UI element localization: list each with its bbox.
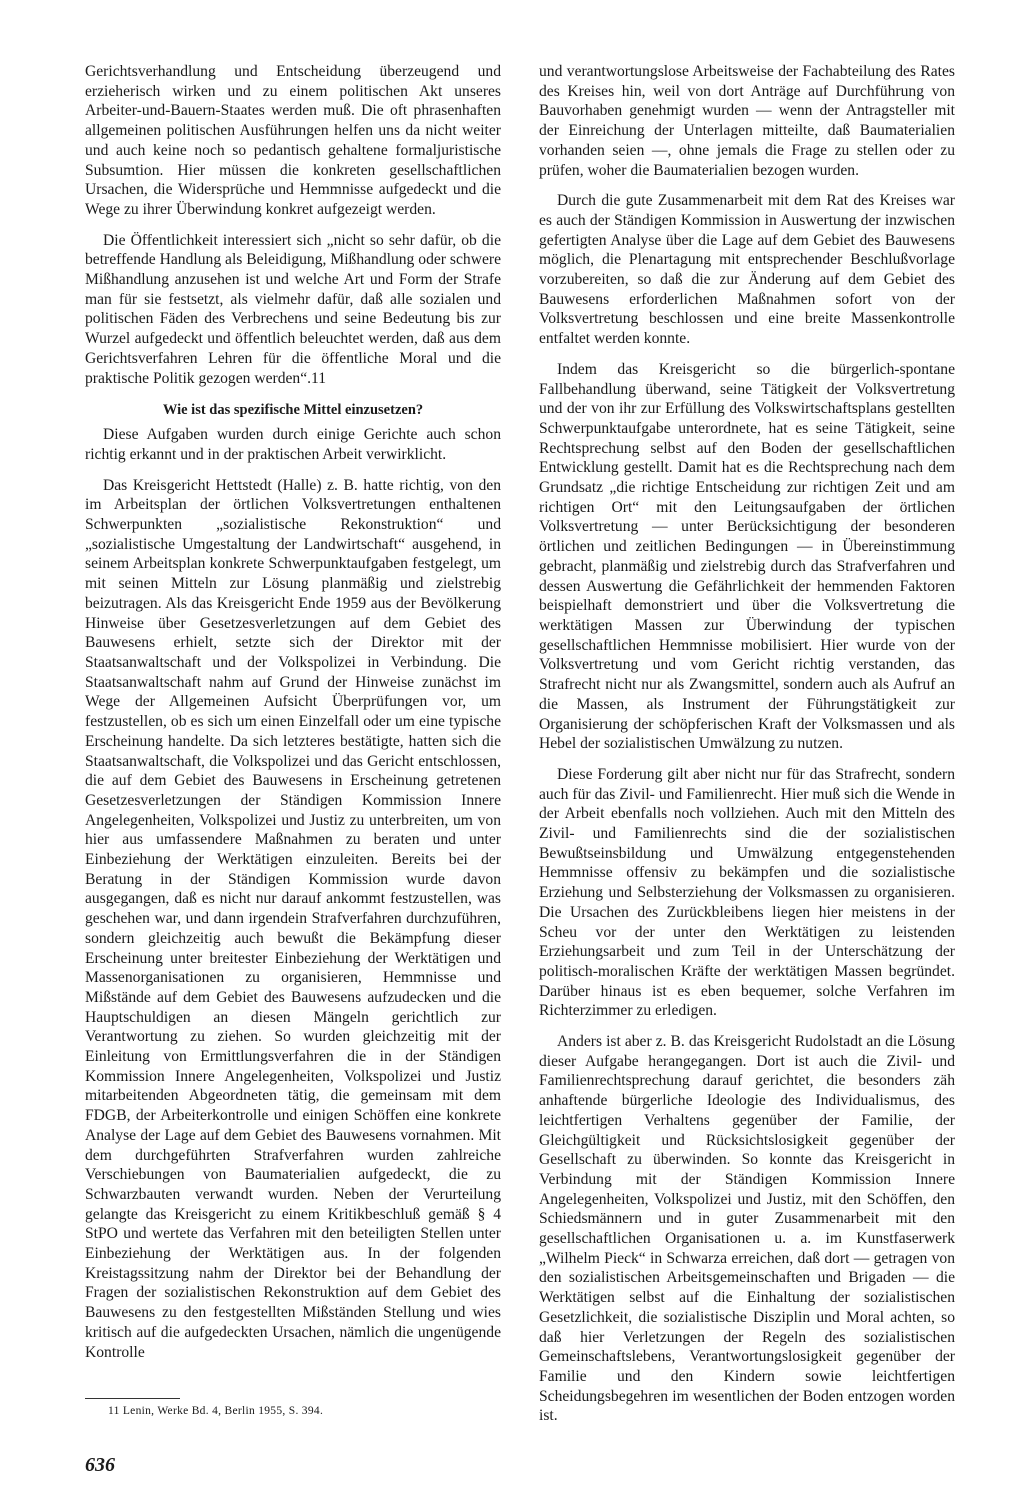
paragraph: Gerichtsverhandlung und Entscheidung überzeugend und erzieherisch wirken und zu einem politischen Akt unseres Arbeiter-und-Bauern-Staates werden muß. Die oft phrasenhaften allgemeinen politischen Ausführungen helfen uns da nicht weiter und auch keine noch so pedantisch gehaltene formaljuristische Subsumtion. Hier müssen die konkreten gesellschaftlichen Ursachen, die Widersprüche und Hemmnisse aufgedeckt und die Wege zu ihrer Überwindung konkret aufgezeigt werden. — [85, 63, 501, 218]
page-number: 636 — [85, 1454, 115, 1476]
paragraph: Diese Aufgaben wurden durch einige Gerichte auch schon richtig erkannt und in der praktischen Arbeit verwirklicht. — [85, 426, 501, 463]
section-heading: Wie ist das spezifische Mittel einzusetzen? — [162, 402, 424, 419]
paragraph: Anders ist aber z. B. das Kreisgericht Rudolstadt an die Lösung dieser Aufgabe herangegangen. Dort ist auch die Zivil- und Familienrechtsprechung darauf gerichtet, die besonders zäh anhaftende bürgerliche Ideologie des Individualismus, des leichtfertigen Verhaltens gegenüber der Familie, der Gleichgültigkeit und Rücksichtslosigkeit gegenüber der Gesellschaft zu überwinden. So konnte das Kreisgericht in Verbindung mit der Ständigen Kommission Innere Angelegenheiten, Volkspolizei und Justiz, mit den Schöffen, den Schiedsmännern und in guter Zusammenarbeit mit den gesellschaftlichen Organisationen u. a. im Kunstfaserwerk „Wilhelm Pieck“ in Schwarza erreichen, daß dort — getragen von den sozialistischen Arbeitsgemeinschaften und Brigaden — die Werktätigen selbst auf die Einhaltung der sozialistischen Gesetzlichkeit, die sozialistische Disziplin und Moral achten, so daß hier Verletzungen der Regeln des sozialistischen Gemeinschaftslebens, Verantwortungslosigkeit gegenüber der Familie und den Kindern sowie leichtfertigen Scheidungsbegehren im wesentlichen der Boden entzogen worden ist. — [539, 1033, 955, 1425]
paragraph: Durch die gute Zusammenarbeit mit dem Rat des Kreises war es auch der Ständigen Kommission in Auswertung der inzwischen gefertigten Analyse über die Lage auf dem Gebiet des Bauwesens möglich, die Plenartagung mit entsprechender Beschlußvorlage vorzubereiten, so daß die zur Änderung auf dem Gebiet des Bauwesens erforderlichen Maßnahmen sofort von der Volksvertretung beschlossen und eine breite Massenkontrolle entfaltet werden konnte. — [539, 192, 955, 348]
paragraph: Das Kreisgericht Hettstedt (Halle) z. B. hatte richtig, von den im Arbeitsplan der örtlichen Volksvertretungen enthaltenen Schwerpunkten „sozialistische Rekonstruktion“ und „sozialistische Umgestaltung der Landwirtschaft“ ausgehend, in seinem Arbeitsplan konkrete Schwerpunktaufgaben festgelegt, um mit seinen Mitteln zur Lösung planmäßig und zielstrebig beizutragen. Als das Kreisgericht Ende 1959 aus der Bevölkerung Hinweise über Gesetzesverletzungen auf dem Gebiet des Bauwesens erhielt, setzte sich der Direktor mit der Staatsanwaltschaft und der Volkspolizei in Verbindung. Die Staatsanwaltschaft nahm auf Grund der Hinweise zunächst im Wege der Allgemeinen Aufsicht Überprüfungen vor, um festzustellen, ob es sich um einen Einzelfall oder um eine typische Erscheinung handelte. Da sich letzteres bestätigte, hatten sich die Staatsanwaltschaft, die Volkspolizei und das Gericht entschlossen, die auf dem Gebiet des Bauwesens in Erscheinung getretenen Gesetzesverletzungen der Ständigen Kommission Innere Angelegenheiten, Volkspolizei und Justiz zu unterbreiten, um von hier aus umfassendere Maßnahmen zu beraten und unter Einbeziehung der Werktätigen einzuleiten. Bereits bei der Beratung in der Ständigen Kommission wurde davon ausgegangen, daß es nicht nur darauf ankommt festzustellen, was geschehen war, und dann irgendein Strafverfahren durchzuführen, sondern gleichzeitig auch bewußt die Bekämpfung dieser Erscheinung unter breitester Einbeziehung der Werktätigen und Massenorganisationen zu organisieren, Hemmnisse und Mißstände auf dem Gebiet des Bauwesens aufzudecken und die Hauptschuldigen an diesen Mängeln gerichtlich zur Verantwortung zu ziehen. So wurden gleichzeitig mit der Einleitung von Ermittlungsverfahren die in der Ständigen Kommission Innere Angelegenheiten, Volkspolizei und Justiz mitarbeitenden Abgeordneten tätig, die gemeinsam mit dem FDGB, der Arbeiterkontrolle und einigen Schöffen eine konkrete Analyse der Lage auf dem Gebiet des Bauwesens vornahmen. Mit dem durchgeführten Strafverfahren wurden zahlreiche Verschiebungen von Baumaterialien aufgedeckt, die zu Schwarzbauten verwandt wurden. Neben der Verurteilung gelangte das Kreisgericht zu einem Kritikbeschluß gemäß § 4 StPO und wertete das Verfahren mit den beteiligten Stellen unter Einbeziehung der Werktätigen aus. In der folgenden Kreistagssitzung nahm der Direktor bei der Behandlung der Fragen der sozialistischen Rekonstruktion auf dem Gebiet des Bauwesens zu den festgestellten Mißständen Stellung und wies kritisch auf die aufgedeckten Ursachen, nämlich die ungenügende Kontrolle — [85, 476, 501, 1361]
paragraph: Die Öffentlichkeit interessiert sich „nicht so sehr dafür, ob die betreffende Handlung als Beleidigung, Mißhandlung oder schwere Mißhandlung anzusehen ist und welche Art und Form der Strafe man für sie festsetzt, als vielmehr dafür, daß alle sozialen und politischen Fäden des Verbrechens und seine Bedeutung bis zur Wurzel aufgedeckt und öffentlich beleuchtet werden, daß aus dem Gerichtsverfahren Lehren für die öffentliche Moral und die praktische Politik gezogen werden“.11 — [85, 231, 501, 387]
footnote-divider — [85, 1398, 180, 1399]
paragraph: Diese Forderung gilt aber nicht nur für das Strafrecht, sondern auch für das Zivil- und Familienrecht. Hier muß sich die Wende in der Arbeit ebenfalls noch vollziehen. Auch mit den Mitteln des Zivil- und Familienrechts sind die der sozialistischen Bewußtseinsbildung und Umwälzung entgegenstehenden Hemmnisse offensiv zu bekämpfen und die sozialistische Erziehung und Selbsterziehung der Volksmassen zu organisieren. Die Ursachen des Zurückbleibens liegen hier meistens in der Scheu vor der unter den Werktätigen zu leistenden Erziehungsarbeit und zum Teil in der Unterschätzung der politisch-moralischen Kräfte der werktätigen Massen begründet. Darüber hinaus ist es eben bequemer, solche Verfahren im Richterzimmer zu erledigen. — [539, 765, 955, 1020]
right-column — [539, 62, 955, 1437]
paragraph: Indem das Kreisgericht so die bürgerlich-spontane Fallbehandlung überwand, seine Tätigkeit der Volksvertretung und der von ihr zur Erfüllung des Volkswirtschaftsplans gestellten Schwerpunktaufgabe unterordnete, hat es seine Tätigkeit, seine Rechtsprechung selbst auf den Boden der gesellschaftlichen Entwicklung gestellt. Damit hat es die Rechtsprechung nach dem Grundsatz „die richtige Entscheidung zur richtigen Zeit und am richtigen Ort“ mit den Leitungsaufgaben der örtlichen Volksvertretung — unter Berücksichtigung der besonderen örtlichen und zeitlichen Bedingungen — in Übereinstimmung gebracht, planmäßig und zielstrebig durch das Strafverfahren und dessen Auswertung die Gefährlichkeit der hemmenden Faktoren beispielhaft demonstriert und über die Volksvertretung die werktätigen Massen zur Überwindung der typischen gesellschaftlichen Hemmnisse mobilisiert. Hier wurde von der Volksvertretung und vom Gericht richtig verstanden, das Strafrecht nicht nur als Zwangsmittel, sondern auch als Aufruf an die Massen, als Instrument der Führungstätigkeit zur Organisierung der schöpferischen Kraft der Volksmassen und als Hebel der sozialistischen Umwälzung zu nutzen. — [539, 360, 955, 753]
footnote: 11 Lenin, Werke Bd. 4, Berlin 1955, S. 394. — [108, 1405, 324, 1417]
paragraph: und verantwortungslose Arbeitsweise der Fachabteilung des Rates des Kreises hin, weil von dort Anträge auf Durchführung von Bauvorhaben genehmigt wurden — wenn der Antragsteller mit der Einreichung der Unterlagen mitteilte, daß Baumaterialien vorhanden seien —, ohne jemals die Frage zu stellen oder zu prüfen, woher die Baumaterialien bezogen wurden. — [539, 63, 955, 179]
left-column — [85, 62, 501, 1373]
